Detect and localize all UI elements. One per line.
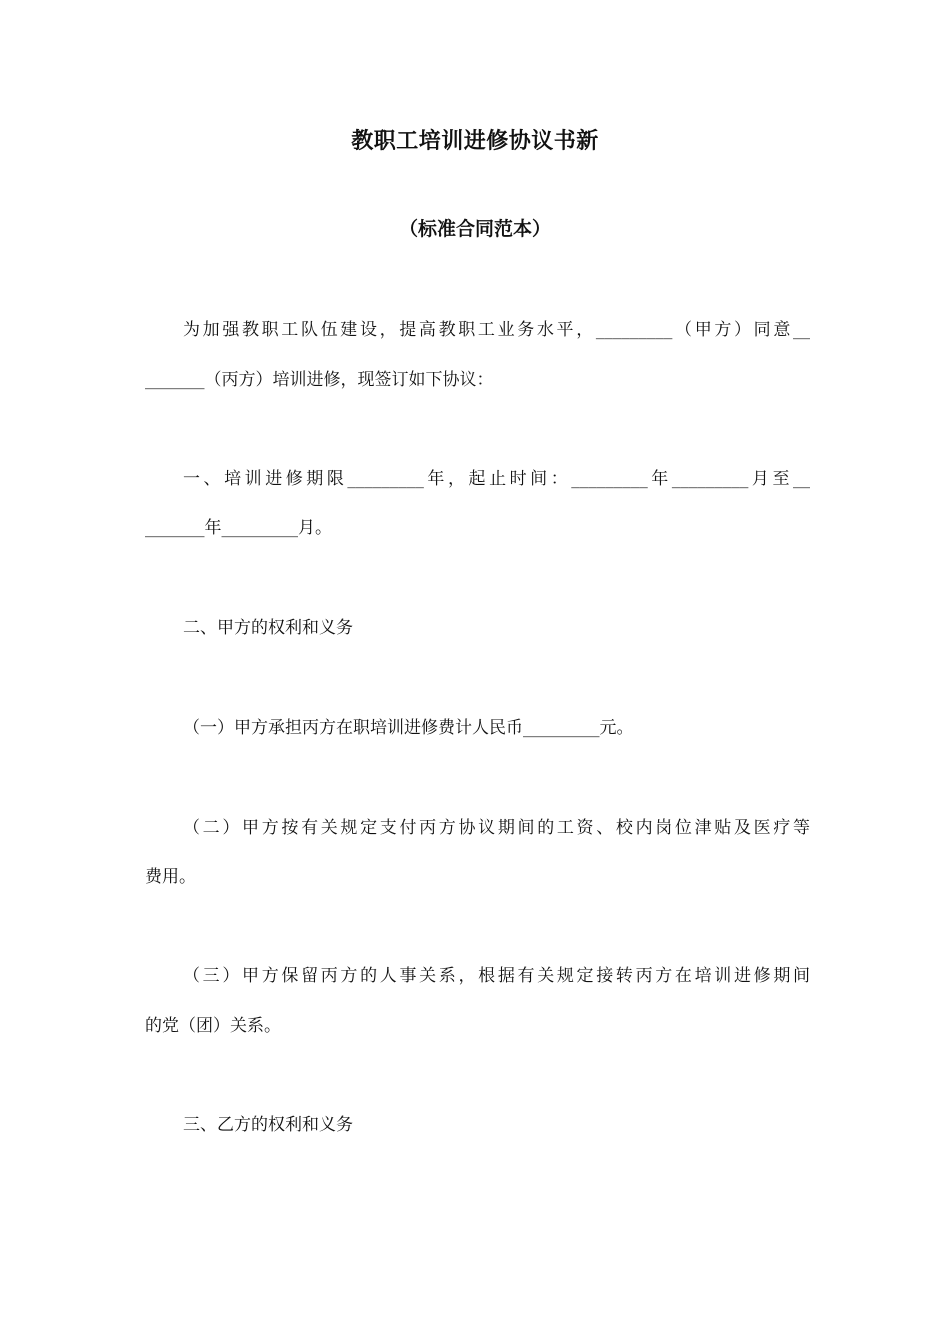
paragraph-intro-line-1: 为加强教职工队伍建设，提高教职工业务水平，_________（甲方）同意__	[183, 320, 810, 340]
clause-1-line-1: 一、培训进修期限_________年，起止时间：_________年_________月至__	[183, 469, 810, 489]
clause-2-3-line-1: （三）甲方保留丙方的人事关系，根据有关规定接转丙方在培训进修期间	[183, 966, 810, 986]
document-subtitle: （标准合同范本）	[398, 218, 551, 240]
section-heading-party-a: 二、甲方的权利和义务	[183, 618, 353, 638]
section-heading-party-b: 三、乙方的权利和义务	[183, 1115, 353, 1135]
paragraph-intro-line-2: _______（丙方）培训进修，现签订如下协议：	[145, 370, 494, 390]
clause-1-line-2: _______年_________月。	[145, 518, 332, 538]
document-title: 教职工培训进修协议书新	[351, 129, 599, 154]
clause-2-1: （一）甲方承担丙方在职培训进修费计人民币_________元。	[183, 718, 634, 738]
clause-2-3-line-2: 的党（团）关系。	[145, 1016, 281, 1036]
clause-2-2-line-2: 费用。	[145, 867, 196, 887]
clause-2-2-line-1: （二）甲方按有关规定支付丙方协议期间的工资、校内岗位津贴及医疗等	[183, 818, 810, 838]
